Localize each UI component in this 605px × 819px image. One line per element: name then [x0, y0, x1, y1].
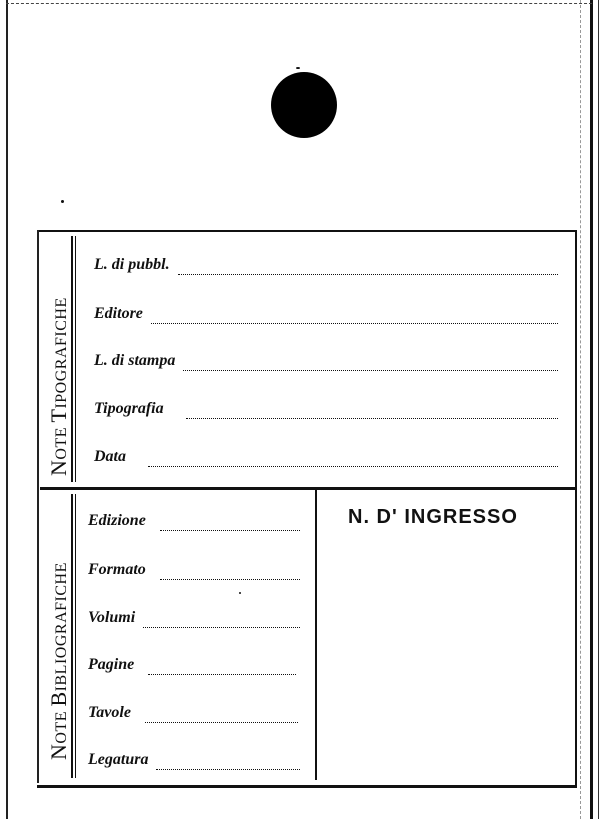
card-left-edge — [6, 0, 8, 819]
field-blank[interactable] — [148, 673, 296, 675]
field-label: Data — [94, 448, 126, 465]
field-edizione[interactable] — [88, 512, 300, 534]
card-top-edge — [6, 3, 592, 4]
field-label: Volumi — [88, 609, 136, 626]
field-tipografia[interactable] — [94, 400, 558, 422]
bibliographic-section-title: NOTE BIBLIOGRAFICHE — [46, 562, 71, 760]
field-blank[interactable] — [183, 369, 558, 371]
card-right-edge-outer — [598, 0, 599, 819]
accession-number-label: N. D' INGRESSO — [348, 506, 518, 528]
speck — [61, 200, 64, 203]
field-pagine[interactable] — [88, 656, 296, 678]
speck — [296, 67, 300, 69]
form-left-rule — [37, 230, 39, 783]
field-volumi[interactable] — [88, 609, 300, 631]
field-legatura[interactable] — [88, 751, 300, 773]
field-label: L. di pubbl. — [94, 256, 170, 273]
field-blank[interactable] — [145, 721, 298, 723]
field-label: Tavole — [88, 704, 131, 721]
field-blank[interactable] — [156, 768, 300, 770]
field-tavole[interactable] — [88, 704, 298, 726]
field-label: Legatura — [88, 751, 149, 768]
field-blank[interactable] — [143, 626, 300, 628]
field-editore[interactable] — [94, 305, 558, 327]
field-blank[interactable] — [151, 322, 558, 324]
field-blank[interactable] — [186, 417, 558, 419]
field-label: Tipografia — [94, 400, 164, 417]
typo-band-rule-inner — [75, 236, 76, 482]
field-label: L. di stampa — [94, 352, 176, 369]
card-right-edge — [590, 0, 593, 819]
field-blank[interactable] — [178, 273, 558, 275]
field-luogo-pubblicazione[interactable] — [94, 256, 558, 278]
column-divider — [315, 490, 317, 780]
punch-hole — [271, 72, 337, 138]
field-label: Edizione — [88, 512, 146, 529]
section-divider — [40, 487, 575, 490]
field-label: Formato — [88, 561, 146, 578]
card-right-crease — [580, 0, 581, 819]
field-label: Pagine — [88, 656, 135, 673]
field-data[interactable] — [94, 448, 558, 470]
field-label: Editore — [94, 305, 143, 322]
biblio-band-rule-inner — [75, 494, 76, 778]
field-blank[interactable] — [160, 529, 300, 531]
field-blank[interactable] — [148, 465, 558, 467]
field-luogo-stampa[interactable] — [94, 352, 558, 374]
field-formato[interactable] — [88, 561, 300, 583]
field-blank[interactable] — [160, 578, 300, 580]
typographic-section-title: NOTE TIPOGRAFICHE — [46, 297, 71, 476]
